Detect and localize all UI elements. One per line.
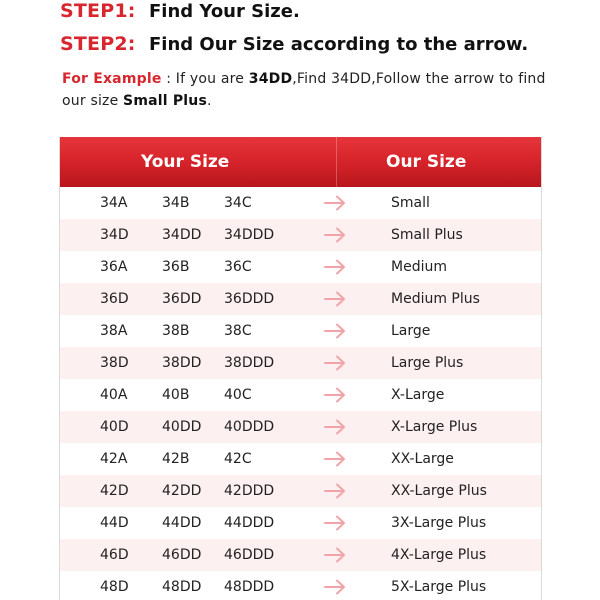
arrow-right-icon — [324, 451, 346, 467]
header-your-size: Your Size — [141, 152, 230, 172]
your-size-cell-c: 36C — [224, 259, 252, 275]
size-chart-table — [59, 137, 542, 600]
your-size-cell-a: 38D — [100, 355, 129, 371]
your-size-cell-c: 44DDD — [224, 515, 275, 531]
arrow-right-icon — [324, 323, 346, 339]
your-size-cell-a: 46D — [100, 547, 129, 563]
arrow-right-icon — [324, 291, 346, 307]
your-size-cell-b: 40B — [162, 387, 190, 403]
table-row — [60, 219, 541, 251]
your-size-cell-b: 38DD — [162, 355, 202, 371]
your-size-cell-b: 34DD — [162, 227, 202, 243]
example-label: For Example — [62, 71, 162, 87]
our-size-cell: Small Plus — [391, 227, 463, 243]
arrow-right-icon — [324, 195, 346, 211]
your-size-cell-b: 42B — [162, 451, 190, 467]
table-row — [60, 443, 541, 475]
our-size-cell: X-Large — [391, 387, 445, 403]
arrow-right-icon — [324, 547, 346, 563]
our-size-cell: Medium Plus — [391, 291, 480, 307]
your-size-cell-b: 38B — [162, 323, 190, 339]
table-row — [60, 379, 541, 411]
example-sep: : If you are — [161, 71, 249, 87]
header-our-size: Our Size — [386, 152, 467, 172]
your-size-cell-b: 44DD — [162, 515, 202, 531]
your-size-cell-a: 42D — [100, 483, 129, 499]
your-size-cell-c: 34C — [224, 195, 252, 211]
your-size-cell-a: 42A — [100, 451, 128, 467]
your-size-cell-c: 42C — [224, 451, 252, 467]
table-body — [60, 187, 541, 600]
step-1-text: Find Your Size. — [149, 0, 300, 22]
your-size-cell-a: 48D — [100, 579, 129, 595]
our-size-cell: Small — [391, 195, 430, 211]
table-row — [60, 507, 541, 539]
your-size-cell-b: 40DD — [162, 419, 202, 435]
our-size-cell: XX-Large — [391, 451, 454, 467]
your-size-cell-a: 44D — [100, 515, 129, 531]
your-size-cell-a: 40A — [100, 387, 128, 403]
table-row — [60, 571, 541, 600]
example-end: . — [207, 93, 212, 109]
step-1-label: STEP1: — [60, 0, 136, 22]
our-size-cell: 3X-Large Plus — [391, 515, 487, 531]
our-size-cell: Medium — [391, 259, 447, 275]
your-size-cell-a: 36D — [100, 291, 129, 307]
table-row — [60, 251, 541, 283]
example-middle: ,Find 34DD,Follow the arrow to find our size — [62, 71, 546, 109]
step-1 — [60, 0, 300, 27]
your-size-cell-c: 38C — [224, 323, 252, 339]
example-size: 34DD — [248, 71, 293, 87]
your-size-cell-a: 38A — [100, 323, 128, 339]
example-result: Small Plus — [123, 93, 207, 109]
table-row — [60, 347, 541, 379]
your-size-cell-a: 34D — [100, 227, 129, 243]
your-size-cell-a: 36A — [100, 259, 128, 275]
our-size-cell: 4X-Large Plus — [391, 547, 487, 563]
your-size-cell-c: 46DDD — [224, 547, 275, 563]
your-size-cell-b: 34B — [162, 195, 190, 211]
arrow-right-icon — [324, 579, 346, 595]
step-2-label: STEP2: — [60, 33, 136, 55]
table-row — [60, 315, 541, 347]
our-size-cell: X-Large Plus — [391, 419, 478, 435]
your-size-cell-c: 40C — [224, 387, 252, 403]
your-size-cell-c: 48DDD — [224, 579, 275, 595]
step-2 — [60, 28, 528, 60]
your-size-cell-b: 36DD — [162, 291, 202, 307]
table-header — [60, 137, 541, 187]
table-row — [60, 539, 541, 571]
our-size-cell: XX-Large Plus — [391, 483, 487, 499]
your-size-cell-c: 34DDD — [224, 227, 275, 243]
your-size-cell-b: 42DD — [162, 483, 202, 499]
our-size-cell: Large Plus — [391, 355, 464, 371]
your-size-cell-c: 42DDD — [224, 483, 275, 499]
your-size-cell-c: 36DDD — [224, 291, 275, 307]
table-row — [60, 283, 541, 315]
your-size-cell-b: 46DD — [162, 547, 202, 563]
your-size-cell-c: 40DDD — [224, 419, 275, 435]
your-size-cell-b: 36B — [162, 259, 190, 275]
arrow-right-icon — [324, 227, 346, 243]
your-size-cell-c: 38DDD — [224, 355, 275, 371]
arrow-right-icon — [324, 419, 346, 435]
example-text — [62, 68, 562, 112]
arrow-right-icon — [324, 387, 346, 403]
table-row — [60, 411, 541, 443]
arrow-right-icon — [324, 483, 346, 499]
your-size-cell-b: 48DD — [162, 579, 202, 595]
arrow-right-icon — [324, 515, 346, 531]
table-row — [60, 475, 541, 507]
our-size-cell: 5X-Large Plus — [391, 579, 487, 595]
your-size-cell-a: 40D — [100, 419, 129, 435]
your-size-cell-a: 34A — [100, 195, 128, 211]
our-size-cell: Large — [391, 323, 431, 339]
step-2-text: Find Our Size according to the arrow. — [149, 33, 529, 55]
arrow-right-icon — [324, 355, 346, 371]
header-divider — [336, 137, 337, 187]
arrow-right-icon — [324, 259, 346, 275]
table-row — [60, 187, 541, 219]
